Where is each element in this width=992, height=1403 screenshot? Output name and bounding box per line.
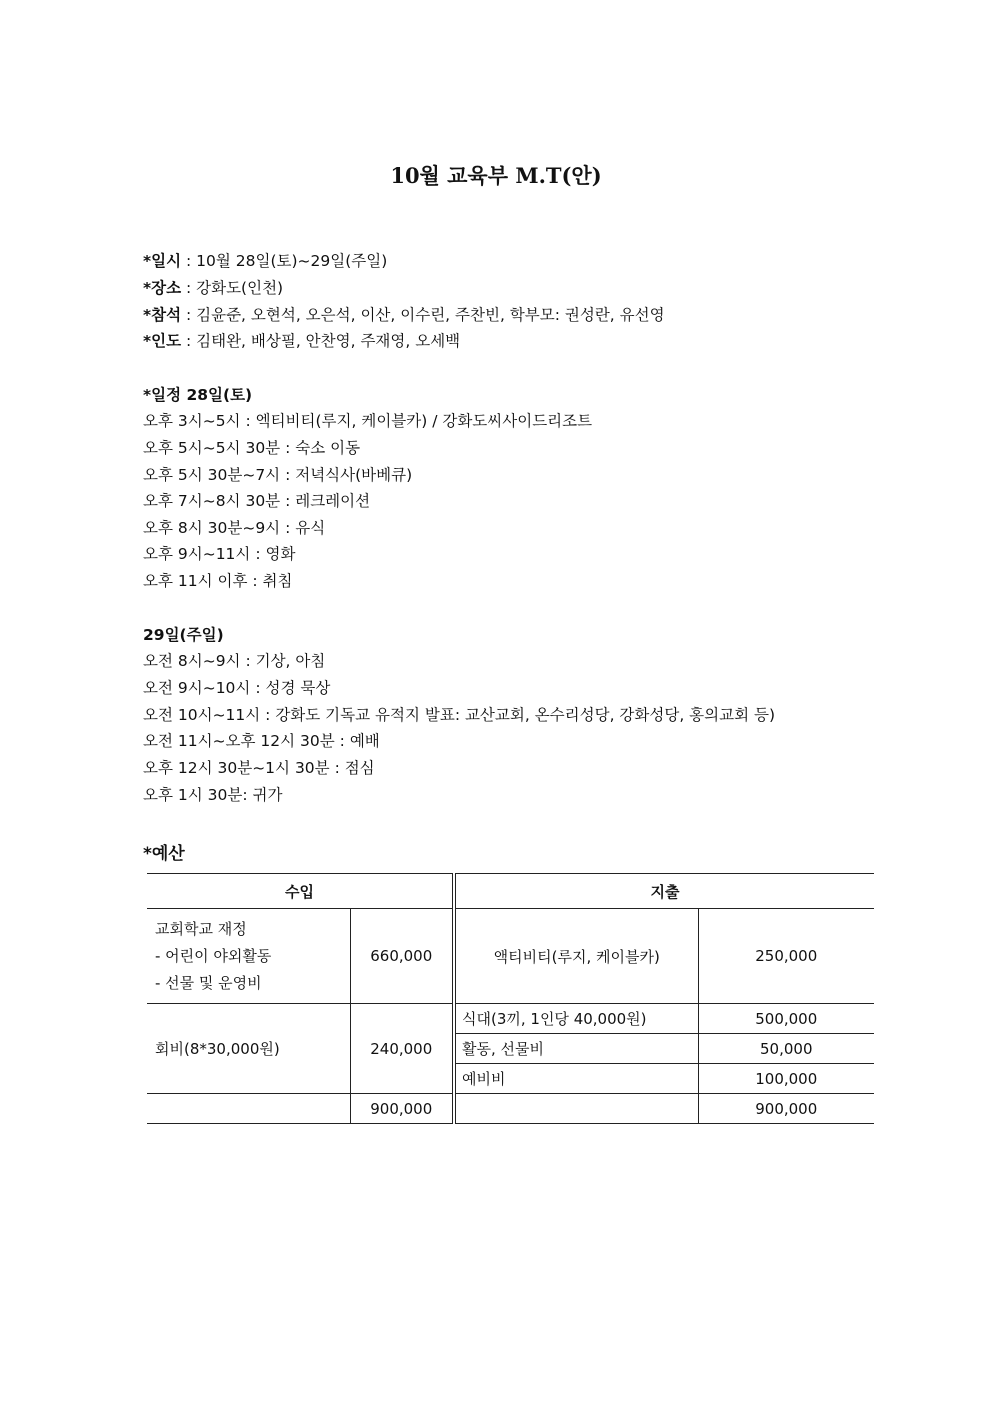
income-line: 교회학교 재정 [155,919,247,938]
income-line: - 선물 및 운영비 [155,973,262,992]
income-total-amount: 900,000 [350,1094,454,1124]
document-title: 10월 교육부 M.T(안) [390,163,602,188]
expense-meals-label: 식대(3끼, 1인당 40,000원) [454,1004,698,1034]
schedule-item: 오전 8시~9시 : 기상, 아침 [143,652,326,670]
info-leaders-label: *인도 [143,332,182,350]
expense-activity-label: 액티비티(루지, 케이블카) [454,909,698,1004]
expense-gifts-label: 활동, 선물비 [454,1034,698,1064]
income-fees-label: 회비(8*30,000원) [147,1004,350,1094]
info-place-value: : 강화도(인천) [181,279,284,297]
expense-header: 지출 [454,874,874,909]
expense-gifts-amount: 50,000 [698,1034,874,1064]
budget-row [147,909,874,1004]
income-church-amount: 660,000 [350,909,454,1004]
expense-reserve-amount: 100,000 [698,1064,874,1094]
schedule-item: 오전 9시~10시 : 성경 묵상 [143,679,331,697]
info-attendees-value: : 김윤준, 오현석, 오은석, 이산, 이수린, 주찬빈, 학부모: 권성란, 유선영 [181,306,665,324]
schedule-item: 오후 3시~5시 : 엑티비티(루지, 케이블카) / 강화도씨사이드리조트 [143,412,593,430]
expense-activity-amount: 250,000 [698,909,874,1004]
income-church-budget [147,909,350,1004]
info-date [143,251,387,271]
schedule-item: 오후 5시 30분~7시 : 저녁식사(바베큐) [143,466,413,484]
budget-total-row [147,1094,874,1124]
info-place-label: *장소 [143,279,182,297]
info-leaders [143,331,460,351]
info-place [143,278,283,298]
budget-table [147,873,874,1124]
schedule-day1-heading: *일정 28일(토) [143,386,253,404]
schedule-item: 오후 11시 이후 : 취침 [143,572,293,590]
schedule-item: 오전 10시~11시 : 강화도 기독교 유적지 발표: 교산교회, 온수리성당, 강화성당, 홍의교회 등) [143,706,776,724]
income-header: 수입 [147,874,454,909]
schedule-item: 오전 11시~오후 12시 30분 : 예배 [143,732,380,750]
expense-reserve-label: 예비비 [454,1064,698,1094]
income-line: - 어린이 야외활동 [155,946,272,965]
info-date-label: *일시 [143,252,182,270]
schedule-item: 오후 1시 30분: 귀가 [143,786,283,804]
schedule-item: 오후 12시 30분~1시 30분 : 점심 [143,759,375,777]
schedule-item: 오후 5시~5시 30분 : 숙소 이동 [143,439,361,457]
schedule-item: 오후 7시~8시 30분 : 레크레이션 [143,492,371,510]
expense-total-amount: 900,000 [698,1094,874,1124]
budget-header-row [147,874,874,909]
info-date-value: : 10월 28일(토)~29일(주일) [181,252,388,270]
expense-total-label [454,1094,698,1124]
schedule-item: 오후 9시~11시 : 영화 [143,545,296,563]
info-leaders-value: : 김태완, 배상필, 안찬영, 주재영, 오세백 [181,332,461,350]
income-total-label [147,1094,350,1124]
income-fees-amount: 240,000 [350,1004,454,1094]
schedule-item: 오후 8시 30분~9시 : 유식 [143,519,326,537]
info-attendees [143,305,665,325]
info-attendees-label: *참석 [143,306,182,324]
expense-meals-amount: 500,000 [698,1004,874,1034]
budget-heading: *예산 [143,844,185,864]
schedule-day2-heading: 29일(주일) [143,626,224,644]
budget-row [147,1004,874,1034]
